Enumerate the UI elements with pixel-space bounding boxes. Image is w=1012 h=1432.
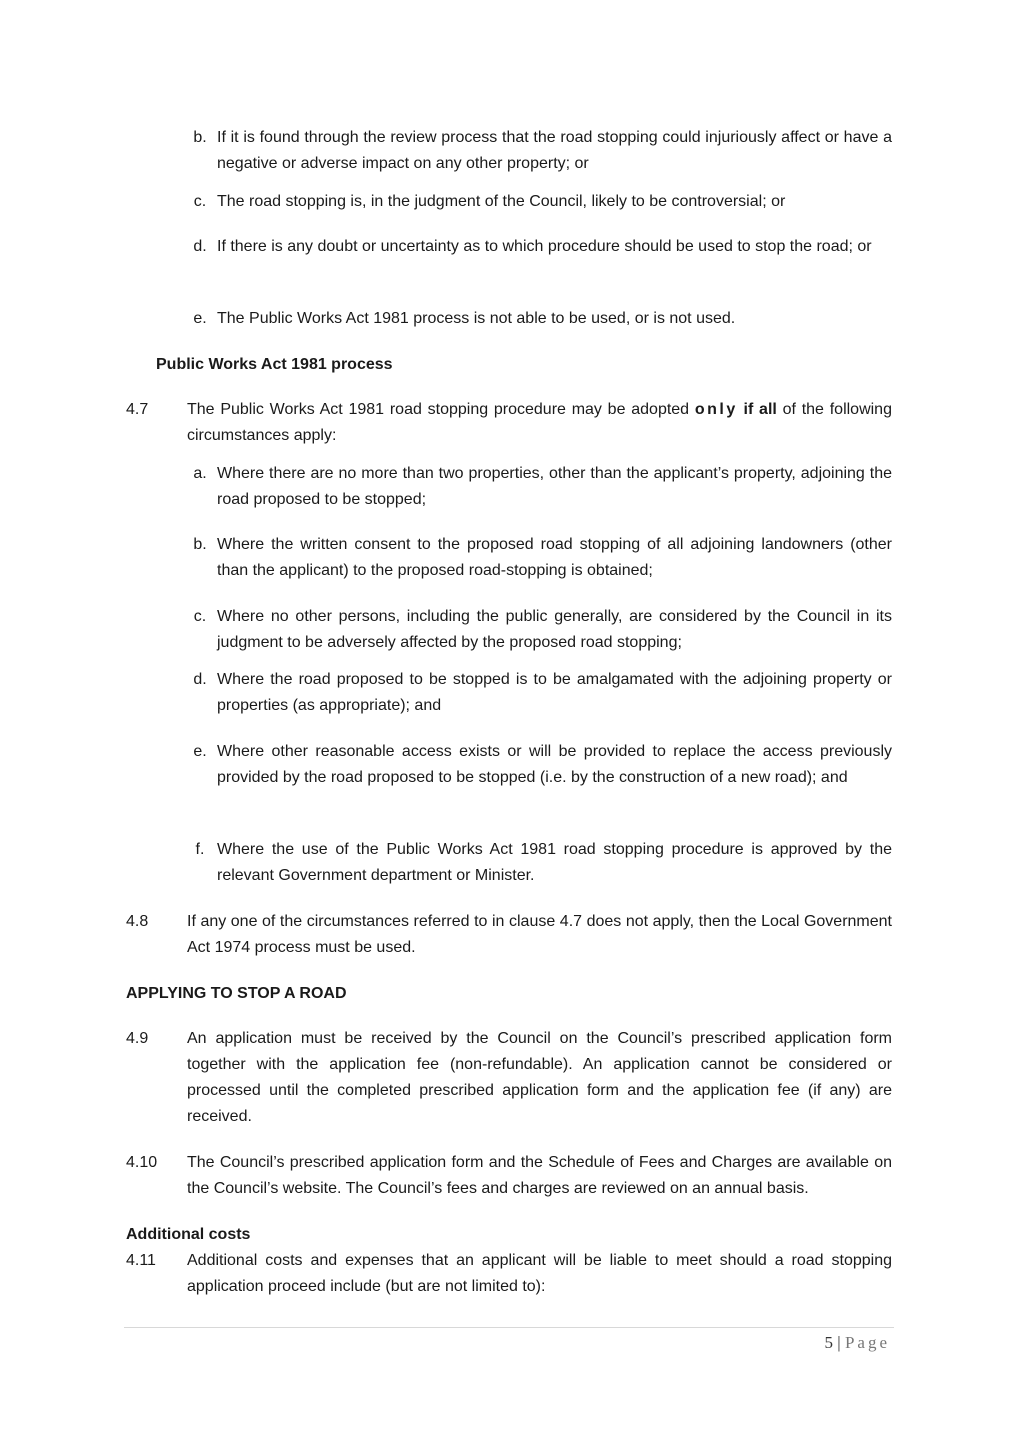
list-item-label: e. [193, 743, 207, 760]
clause-text-part: of the following circumstances apply: [187, 401, 892, 444]
clause-text: An application must be received by the Council on the Council’s prescribed application form together with the application fee (non-refundable). An application cannot be considered or processed until the completed prescribed application form and the application fee (if any) are received. [187, 1030, 892, 1125]
list-item-label: a. [193, 465, 207, 482]
list-item-label: d. [193, 238, 207, 255]
list-item-text: If it is found through the review process that the road stopping could injuriously affect or have a negative or adverse impact on any other property; or [217, 129, 892, 172]
page-footer [825, 1332, 890, 1354]
clause-4-11 [126, 1248, 892, 1300]
clause-4-7 [126, 397, 892, 449]
page-word: Page [844, 1333, 890, 1352]
list-item-label: b. [193, 129, 207, 146]
list-item [186, 837, 892, 889]
list-item [186, 604, 892, 656]
clause-4-10 [126, 1150, 892, 1202]
section-heading-applying: APPLYING TO STOP A ROAD [126, 985, 347, 1002]
page-number: 5 [824, 1333, 834, 1352]
list-item [186, 532, 892, 584]
list-item-label: f. [195, 841, 205, 858]
clause-4-9 [126, 1026, 892, 1130]
page-separator: | [833, 1333, 845, 1352]
list-item [186, 667, 892, 719]
clause-text: The Council’s prescribed application form and the Schedule of Fees and Charges are available on the Council’s website. The Council’s fees and charges are reviewed on an annual basis. [187, 1154, 892, 1197]
list-item [186, 739, 892, 791]
section-heading-pwa: Public Works Act 1981 process [156, 356, 393, 373]
list-item [186, 306, 892, 332]
clause-text: Additional costs and expenses that an applicant will be liable to meet should a road stopping application proceed include (but are not limited to): [187, 1252, 892, 1295]
list-item-label: c. [193, 608, 207, 625]
clause-4-8 [126, 909, 892, 961]
list-item-text: Where the written consent to the proposed road stopping of all adjoining landowners (other than the applicant) to the proposed road-stopping is obtained; [217, 536, 892, 579]
list-item-label: e. [193, 310, 207, 327]
clause-text-part: The Public Works Act 1981 road stopping procedure may be adopted [187, 401, 695, 418]
list-item-label: b. [193, 536, 207, 553]
clause-number: 4.9 [126, 1030, 149, 1047]
list-item-text: Where no other persons, including the public generally, are considered by the Council in its judgment to be adversely affected by the proposed road stopping; [217, 608, 892, 651]
section-heading-additional: Additional costs [126, 1226, 251, 1243]
clause-number: 4.8 [126, 913, 149, 930]
clause-number: 4.10 [126, 1154, 158, 1171]
clause-text [187, 397, 892, 449]
list-item-text: The Public Works Act 1981 process is not able to be used, or is not used. [217, 310, 736, 327]
list-item-text: Where the road proposed to be stopped is to be amalgamated with the adjoining property or properties (as appropriate); and [217, 671, 892, 714]
list-item-label: c. [193, 193, 207, 210]
list-item-text: Where other reasonable access exists or will be provided to replace the access previously provided by the road proposed to be stopped (i.e. by the construction of a new road); and [217, 743, 892, 786]
list-item-label: d. [193, 671, 207, 688]
footer-divider [124, 1327, 894, 1328]
list-item-text: If there is any doubt or uncertainty as to which procedure should be used to stop the road; or [217, 238, 872, 255]
clause-number: 4.7 [126, 401, 149, 418]
list-item [186, 189, 892, 215]
list-item [186, 125, 892, 177]
clause-text: If any one of the circumstances referred to in clause 4.7 does not apply, then the Local Government Act 1974 process must be used. [187, 913, 892, 956]
list-item [186, 461, 892, 513]
emphasis-only: only [694, 401, 738, 418]
clause-number: 4.11 [126, 1252, 156, 1269]
list-item-text: Where the use of the Public Works Act 1981 road stopping procedure is approved by the relevant Government department or Minister. [217, 841, 892, 884]
list-item-text: Where there are no more than two properties, other than the applicant’s property, adjoining the road proposed to be stopped; [217, 465, 892, 508]
list-item [186, 234, 892, 260]
emphasis-if-all: if all [743, 401, 777, 418]
list-item-text: The road stopping is, in the judgment of the Council, likely to be controversial; or [217, 193, 786, 210]
